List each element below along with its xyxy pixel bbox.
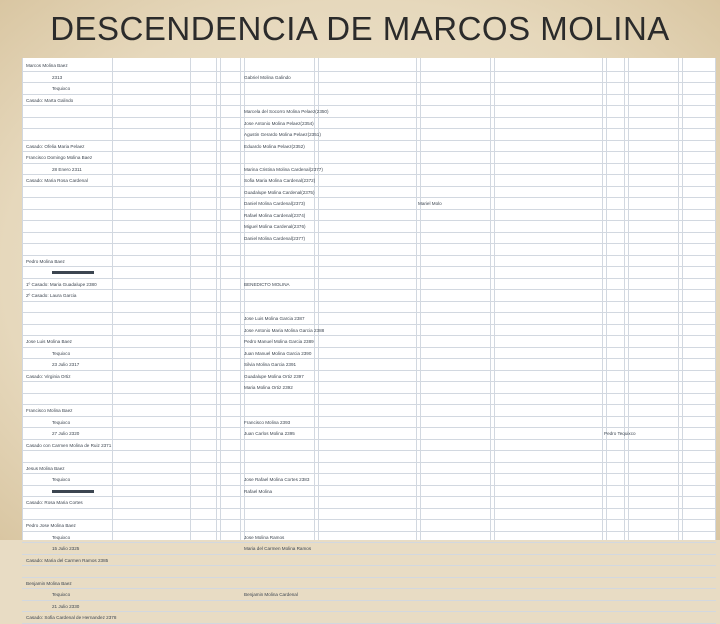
table-cell[interactable]: Gabriel Molina Galindo bbox=[244, 74, 291, 80]
table-row bbox=[22, 302, 716, 314]
table-cell[interactable]: Casado: Virginia Ortiz bbox=[26, 373, 71, 379]
table-row bbox=[22, 359, 716, 371]
table-row bbox=[22, 129, 716, 141]
table-row bbox=[22, 348, 716, 360]
table-cell[interactable]: Juan Carlos Molina 2395 bbox=[244, 431, 295, 436]
table-row bbox=[22, 497, 716, 509]
table-cell[interactable]: Marina Cristina Molina Cardenal(2377) bbox=[244, 166, 323, 172]
table-cell[interactable]: Pedro Tequixco bbox=[604, 431, 636, 436]
table-cell[interactable]: 2313 bbox=[52, 74, 63, 80]
table-row bbox=[22, 72, 716, 84]
table-row bbox=[22, 509, 716, 521]
table-cell[interactable]: Maria Molina Ortiz 2392 bbox=[244, 385, 293, 390]
table-cell[interactable]: Casado con Carmen Molina de Ruiz 2371 bbox=[26, 442, 112, 448]
table-row bbox=[22, 486, 716, 498]
table-row bbox=[22, 371, 716, 383]
table-cell[interactable]: Casado: Maria del Carmen Ramos 2385 bbox=[26, 557, 109, 563]
table-cell[interactable]: Jesus Molina Baez bbox=[26, 465, 65, 471]
table-cell[interactable]: Rafael Molina bbox=[244, 488, 273, 494]
table-cell[interactable]: 27 Julio 2320 bbox=[52, 431, 80, 436]
table-row bbox=[22, 106, 716, 118]
table-cell[interactable]: Tequixco bbox=[52, 592, 71, 597]
table-row bbox=[22, 152, 716, 164]
table-row bbox=[22, 233, 716, 245]
table-cell[interactable]: Casado: Maria Rosa Cardenal bbox=[26, 178, 88, 183]
table-cell[interactable]: Benjamin Molina Cardenal bbox=[244, 592, 298, 597]
table-cell[interactable]: Jose Luis Molina Garcia 2387 bbox=[244, 316, 305, 321]
redacted-date-bar bbox=[52, 490, 94, 493]
table-cell[interactable]: Jose Rafael Molina Cortes 2383 bbox=[244, 477, 310, 482]
table-row bbox=[22, 394, 716, 406]
table-cell[interactable]: Daniel Molina Cardenal(2373) bbox=[244, 201, 306, 206]
table-cell[interactable]: Tequixco bbox=[52, 477, 71, 482]
table-row bbox=[22, 244, 716, 256]
table-row bbox=[22, 578, 716, 590]
table-row bbox=[22, 267, 716, 279]
table-cell[interactable]: 21 Julio 2330 bbox=[52, 603, 80, 609]
table-row bbox=[22, 325, 716, 337]
table-row bbox=[22, 256, 716, 268]
table-row bbox=[22, 520, 716, 532]
table-cell[interactable]: 15 Julio 2325 bbox=[52, 546, 80, 551]
table-cell[interactable]: Tequixco bbox=[52, 350, 71, 356]
table-cell[interactable]: Casado: Ofelia Maria Pelaez bbox=[26, 143, 85, 149]
table-row bbox=[22, 451, 716, 463]
table-row bbox=[22, 313, 716, 325]
table-row bbox=[22, 382, 716, 394]
table-cell[interactable]: Daniel Molina Cardenal(2377) bbox=[244, 235, 306, 241]
table-row bbox=[22, 164, 716, 176]
table-cell[interactable]: Casado: Sofia Cardenal de Hernandez 2378 bbox=[26, 615, 117, 620]
table-row bbox=[22, 83, 716, 95]
table-cell[interactable]: 2º Casado: Laura Garcia bbox=[26, 293, 77, 298]
table-cell[interactable]: Tequixco bbox=[52, 534, 71, 540]
table-row bbox=[22, 405, 716, 417]
table-cell[interactable]: Guadalupe Molina Ortiz 2397 bbox=[244, 373, 304, 379]
table-cell[interactable]: Marcos Molina Baez bbox=[26, 63, 68, 68]
table-row bbox=[22, 601, 716, 613]
table-row bbox=[22, 60, 716, 72]
table-cell[interactable]: Silvia Molina Garcia 2391 bbox=[244, 362, 297, 367]
table-row bbox=[22, 290, 716, 302]
table-cell[interactable]: Maria del Carmen Molina Ramos bbox=[244, 546, 312, 551]
table-cell[interactable]: Francisco Domingo Molina Baez bbox=[26, 155, 93, 160]
table-cell[interactable]: Pedro Manuel Molina Garcia 2389 bbox=[244, 339, 314, 344]
table-cell[interactable]: Jose Molina Ramos bbox=[244, 534, 285, 540]
table-row bbox=[22, 221, 716, 233]
table-row bbox=[22, 440, 716, 452]
table-cell[interactable]: Tequixco bbox=[52, 419, 71, 425]
table-row bbox=[22, 543, 716, 555]
table-row bbox=[22, 532, 716, 544]
table-row bbox=[22, 555, 716, 567]
table-cell[interactable]: Francisco Molina 2393 bbox=[244, 419, 291, 425]
table-row bbox=[22, 187, 716, 199]
table-cell[interactable]: Jose Antonio Molina Pelaez(2354) bbox=[244, 120, 314, 126]
redacted-date-bar bbox=[52, 271, 94, 274]
table-cell[interactable]: Agustin Gerardo Molina Pelaez(2351) bbox=[244, 132, 321, 137]
table-cell[interactable]: BENEDICTO MOLINA bbox=[244, 281, 290, 287]
table-cell[interactable]: 28 Enero 2311 bbox=[52, 166, 82, 172]
table-cell[interactable]: 1º Casado: Maria Guadalupe 2380 bbox=[26, 281, 97, 287]
table-cell[interactable]: Eduardo Molina Pelaez(2352) bbox=[244, 143, 305, 149]
table-cell[interactable]: Sofia Maria Molina Cardenal(2372) bbox=[244, 178, 316, 183]
spreadsheet bbox=[22, 58, 716, 620]
table-cell[interactable]: Francisco Molina Baez bbox=[26, 408, 73, 413]
table-row bbox=[22, 95, 716, 107]
table-row bbox=[22, 612, 716, 624]
table-cell[interactable]: 23 Julio 2317 bbox=[52, 362, 80, 367]
table-row bbox=[22, 428, 716, 440]
table-row bbox=[22, 210, 716, 222]
table-cell[interactable]: Jose Luis Molina Baez bbox=[26, 339, 72, 344]
table-row bbox=[22, 141, 716, 153]
table-cell[interactable]: Tequixco bbox=[52, 86, 71, 91]
table-row bbox=[22, 589, 716, 601]
table-cell[interactable]: Pedro Jose Molina Baez bbox=[26, 523, 76, 528]
table-cell[interactable]: Rafael Molina Cardenal(2374) bbox=[244, 212, 306, 218]
table-cell[interactable]: Mariel Molo bbox=[418, 201, 442, 206]
table-cell[interactable]: Casado: Rosa Maria Cortes bbox=[26, 500, 83, 505]
table-row bbox=[22, 566, 716, 578]
table-row bbox=[22, 279, 716, 291]
table-cell[interactable]: Miguel Molina Cardenal(2376) bbox=[244, 224, 306, 229]
table-cell[interactable]: Guadalupe Molina Cardenal(2375) bbox=[244, 189, 315, 195]
table-cell[interactable]: Benjamin Molina Baez bbox=[26, 580, 72, 586]
table-row bbox=[22, 336, 716, 348]
slide-title: DESCENDENCIA DE MARCOS MOLINA bbox=[50, 10, 670, 47]
table-cell[interactable]: Pedro Molina Baez bbox=[26, 258, 65, 264]
table-cell[interactable]: Jose Antonio Maria Molina Garcia 2388 bbox=[244, 327, 325, 333]
table-row bbox=[22, 463, 716, 475]
table-row bbox=[22, 474, 716, 486]
table-row bbox=[22, 118, 716, 130]
table-row bbox=[22, 175, 716, 187]
table-cell[interactable]: Marcela del Socorro Molina Pelaez(2350) bbox=[244, 109, 329, 114]
table-row bbox=[22, 198, 716, 210]
table-row bbox=[22, 417, 716, 429]
table-cell[interactable]: Juan Manuel Molina Garcia 2390 bbox=[244, 350, 312, 356]
table-cell[interactable]: Casado: Marta Galindo bbox=[26, 97, 74, 103]
